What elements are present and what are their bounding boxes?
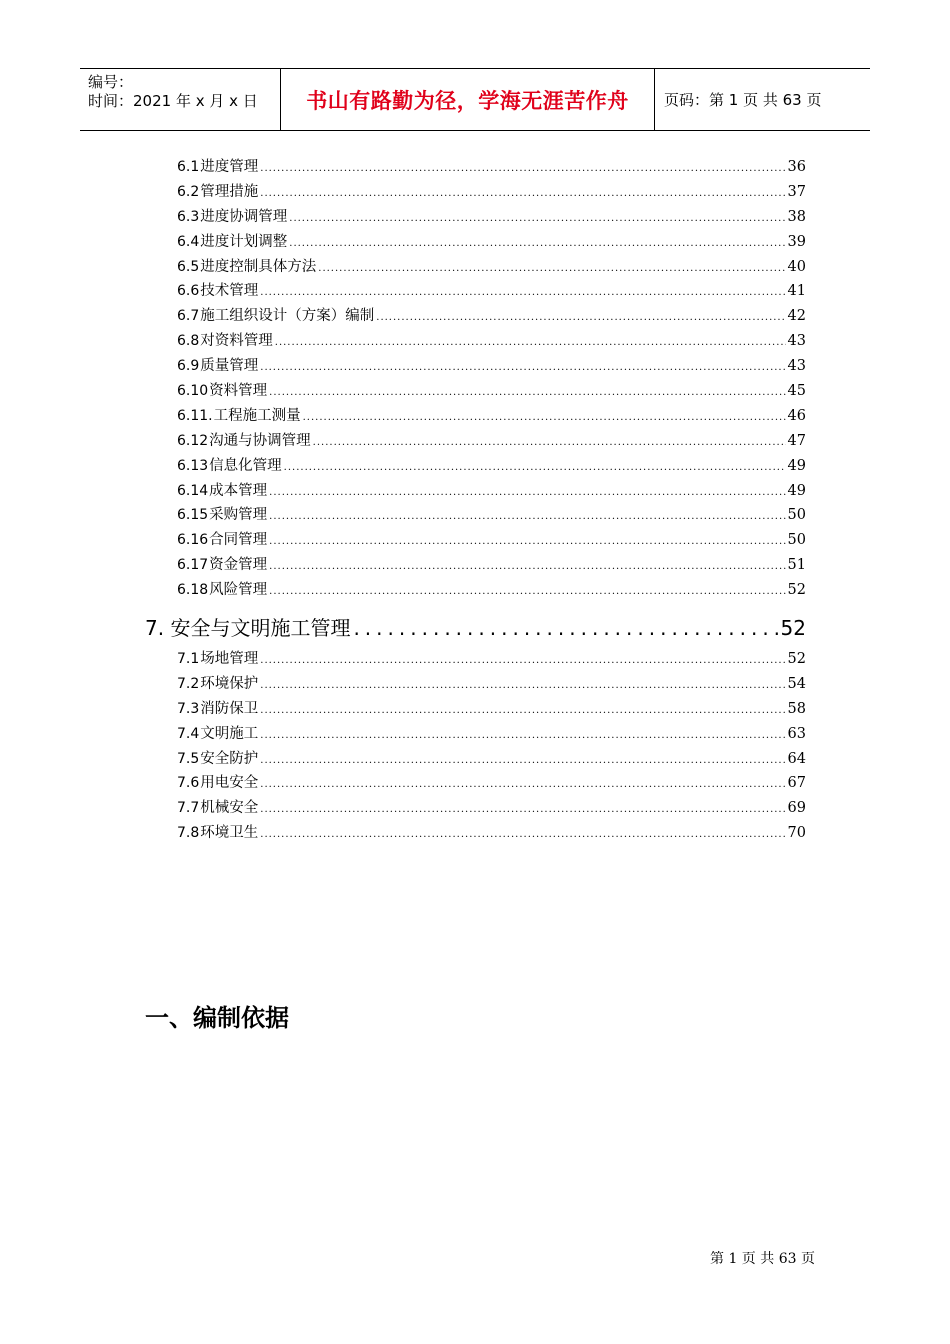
toc-entry-page: 52 xyxy=(787,651,806,667)
toc-entry-page: 39 xyxy=(787,233,806,250)
toc-entry-title: 场地管理 xyxy=(200,651,259,667)
toc-leader-dots xyxy=(260,188,785,199)
toc-entry-title: 管理措施 xyxy=(200,183,259,200)
toc-entry-title: 环境保护 xyxy=(200,675,259,692)
toc-entry-number: 7.1 xyxy=(177,651,200,667)
toc-entry[interactable] xyxy=(177,279,806,304)
toc-entry-title: 环境卫生 xyxy=(200,825,259,842)
toc-entry[interactable] xyxy=(177,578,806,603)
toc-entry[interactable] xyxy=(177,528,806,553)
toc-entry-page: 67 xyxy=(787,775,806,792)
toc-leader-dots xyxy=(303,412,786,423)
toc-leader-dots xyxy=(260,829,785,840)
toc-entry[interactable] xyxy=(177,503,806,528)
toc-entry[interactable] xyxy=(177,672,806,697)
toc-entry-page: 43 xyxy=(787,358,806,375)
toc-entry[interactable] xyxy=(177,747,806,772)
toc-leader-dots xyxy=(260,680,785,691)
toc-entry-number: 6.16 xyxy=(177,532,209,549)
toc-entry-number: 7.5 xyxy=(177,750,200,767)
toc-leader-dots xyxy=(260,779,785,790)
toc-entry-number: 6.15 xyxy=(177,507,209,524)
toc-leader-dots xyxy=(260,655,785,666)
toc-entry-number: 6.18 xyxy=(177,582,209,599)
toc-leader-dots xyxy=(318,263,785,274)
toc-entry-number: 6.17 xyxy=(177,557,209,574)
toc-entry-page: 58 xyxy=(787,700,806,717)
toc-entry[interactable] xyxy=(177,553,806,578)
toc-entry-number: 6.10 xyxy=(177,383,209,400)
toc-entry-title: 资金管理 xyxy=(209,557,268,574)
toc-leader-dots xyxy=(284,462,786,473)
toc-entry-number: 7.7 xyxy=(177,800,200,817)
toc-entry-title: 风险管理 xyxy=(209,582,268,599)
toc-leader-dots xyxy=(269,586,785,597)
toc-entry-title: 用电安全 xyxy=(200,775,259,792)
toc-leader-dots xyxy=(269,387,785,398)
toc-leader-dots xyxy=(260,730,785,741)
toc-entry-page: 50 xyxy=(787,507,806,524)
toc-entry-number: 6.5 xyxy=(177,258,200,275)
page-footer: 第 1 页 共 63 页 xyxy=(710,1251,815,1267)
section-title: 一、编制依据 xyxy=(145,1004,289,1032)
toc-entry[interactable] xyxy=(177,647,806,672)
toc-entry[interactable] xyxy=(177,354,806,379)
toc-entry-number: 6.4 xyxy=(177,233,200,250)
toc-entry-page: 38 xyxy=(787,208,806,225)
toc-entry[interactable] xyxy=(177,697,806,722)
document-header xyxy=(80,68,870,131)
toc-entry-title: 进度管理 xyxy=(200,159,259,175)
toc-entry[interactable] xyxy=(177,479,806,504)
toc-entry-page: 49 xyxy=(787,482,806,499)
toc-entry-title: 质量管理 xyxy=(200,358,259,375)
toc-entry-page: 50 xyxy=(787,532,806,549)
toc-entry[interactable] xyxy=(177,329,806,354)
toc-entry-page: 52 xyxy=(787,582,806,599)
toc-entry-page: 40 xyxy=(787,258,806,275)
toc-entry[interactable] xyxy=(177,771,806,796)
toc-entry-number: 6.11. xyxy=(177,407,213,424)
toc-entry-number: 6.12 xyxy=(177,432,209,449)
toc-entry-title: 进度控制具体方法 xyxy=(200,258,317,275)
toc-entry-page: 47 xyxy=(787,432,806,449)
toc-entry-title: 工程施工测量 xyxy=(213,407,301,424)
toc-leader-dots xyxy=(376,312,785,323)
toc-entry-page: 49 xyxy=(787,457,806,474)
header-motto: 书山有路勤为径，学海无涯苦作舟 xyxy=(281,69,655,130)
toc-entry[interactable] xyxy=(177,230,806,255)
toc-entry-number: 7.2 xyxy=(177,675,200,692)
toc-entry[interactable] xyxy=(177,722,806,747)
toc-leader-dots xyxy=(269,536,785,547)
toc-entry-title: 消防保卫 xyxy=(200,700,259,717)
toc-section-6 xyxy=(177,155,806,603)
toc-entry-title: 合同管理 xyxy=(209,532,268,549)
toc-entry[interactable] xyxy=(177,454,806,479)
toc-entry-title: 进度计划调整 xyxy=(200,233,288,250)
toc-entry-title: 沟通与协调管理 xyxy=(209,432,311,449)
toc-entry-number: 6.7 xyxy=(177,308,200,325)
toc-entry-page: 70 xyxy=(787,825,806,842)
toc-section-7 xyxy=(177,647,806,846)
toc-entry-number: 7.3 xyxy=(177,700,200,717)
toc-entry-title: 对资料管理 xyxy=(200,333,273,350)
toc-entry-number: 7.6 xyxy=(177,775,200,792)
toc-entry[interactable] xyxy=(177,404,806,429)
toc-leader-dots xyxy=(260,804,785,815)
toc-entry-page: 37 xyxy=(787,183,806,200)
toc-entry-number: 6.14 xyxy=(177,482,209,499)
toc-entry-title: 文明施工 xyxy=(200,725,259,742)
toc-leader-dots xyxy=(260,163,785,174)
toc-entry-title: 安全防护 xyxy=(200,750,259,767)
header-page-info: 页码：第 1 页 共 63 页 xyxy=(664,91,822,109)
toc-entry-page: 36 xyxy=(787,159,806,175)
toc-entry[interactable] xyxy=(177,379,806,404)
toc-entry-title: 资料管理 xyxy=(209,383,268,400)
toc-entry-number: 6.8 xyxy=(177,333,200,350)
toc-leader-dots xyxy=(353,616,777,640)
toc-entry[interactable] xyxy=(177,821,806,846)
toc-major-entry[interactable] xyxy=(145,612,806,640)
toc-leader-dots xyxy=(260,362,785,373)
toc-entry-number: 6.9 xyxy=(177,358,200,375)
toc-entry-title: 技术管理 xyxy=(200,283,259,300)
toc-entry-title: 进度协调管理 xyxy=(200,208,288,225)
toc-leader-dots xyxy=(289,238,785,249)
toc-entry-title: 机械安全 xyxy=(200,800,259,817)
toc-entry-number: 6.2 xyxy=(177,183,200,200)
toc-entry-page: 46 xyxy=(787,407,806,424)
toc-entry-number: 6.6 xyxy=(177,283,200,300)
toc-entry-page: 64 xyxy=(787,750,806,767)
time-label: 时间：2021 年 x 月 x 日 xyxy=(88,92,258,110)
toc-leader-dots xyxy=(260,755,785,766)
toc-leader-dots xyxy=(269,511,785,522)
toc-leader-dots xyxy=(269,561,785,572)
toc-entry[interactable] xyxy=(177,180,806,205)
toc-entry-title: 施工组织设计（方案）编制 xyxy=(200,308,375,325)
toc-leader-dots xyxy=(289,213,785,224)
toc-leader-dots xyxy=(275,337,786,348)
toc-leader-dots xyxy=(260,705,785,716)
toc-entry-page: 43 xyxy=(787,333,806,350)
toc-entry-page: 51 xyxy=(787,557,806,574)
toc-entry-number: 7.4 xyxy=(177,725,200,742)
toc-entry-number: 7.8 xyxy=(177,825,200,842)
toc-entry-page: 54 xyxy=(787,675,806,692)
toc-major-title: 7. 安全与文明施工管理 xyxy=(145,616,351,640)
toc-entry-page: 63 xyxy=(787,725,806,742)
toc-entry-title: 采购管理 xyxy=(209,507,268,524)
toc-leader-dots xyxy=(269,487,785,498)
toc-entry[interactable] xyxy=(177,205,806,230)
toc-entry-title: 成本管理 xyxy=(209,482,268,499)
toc-entry-title: 信息化管理 xyxy=(209,457,282,474)
header-meta xyxy=(80,69,281,130)
toc-entry-page: 69 xyxy=(787,800,806,817)
toc-entry[interactable] xyxy=(177,429,806,454)
toc-entry[interactable] xyxy=(177,304,806,329)
toc-entry-page: 42 xyxy=(787,308,806,325)
toc-entry-number: 6.3 xyxy=(177,208,200,225)
toc-entry[interactable] xyxy=(177,155,806,180)
toc-entry[interactable] xyxy=(177,796,806,821)
toc-entry-number: 6.13 xyxy=(177,457,209,474)
toc-entry[interactable] xyxy=(177,255,806,280)
toc-leader-dots xyxy=(260,287,785,298)
serial-label: 编号： xyxy=(88,73,134,91)
toc-entry-page: 45 xyxy=(787,383,806,400)
toc-entry-page: 41 xyxy=(787,283,806,300)
toc-entry-number: 6.1 xyxy=(177,159,200,175)
toc-leader-dots xyxy=(313,437,786,448)
toc-major-page: 52 xyxy=(780,616,806,640)
